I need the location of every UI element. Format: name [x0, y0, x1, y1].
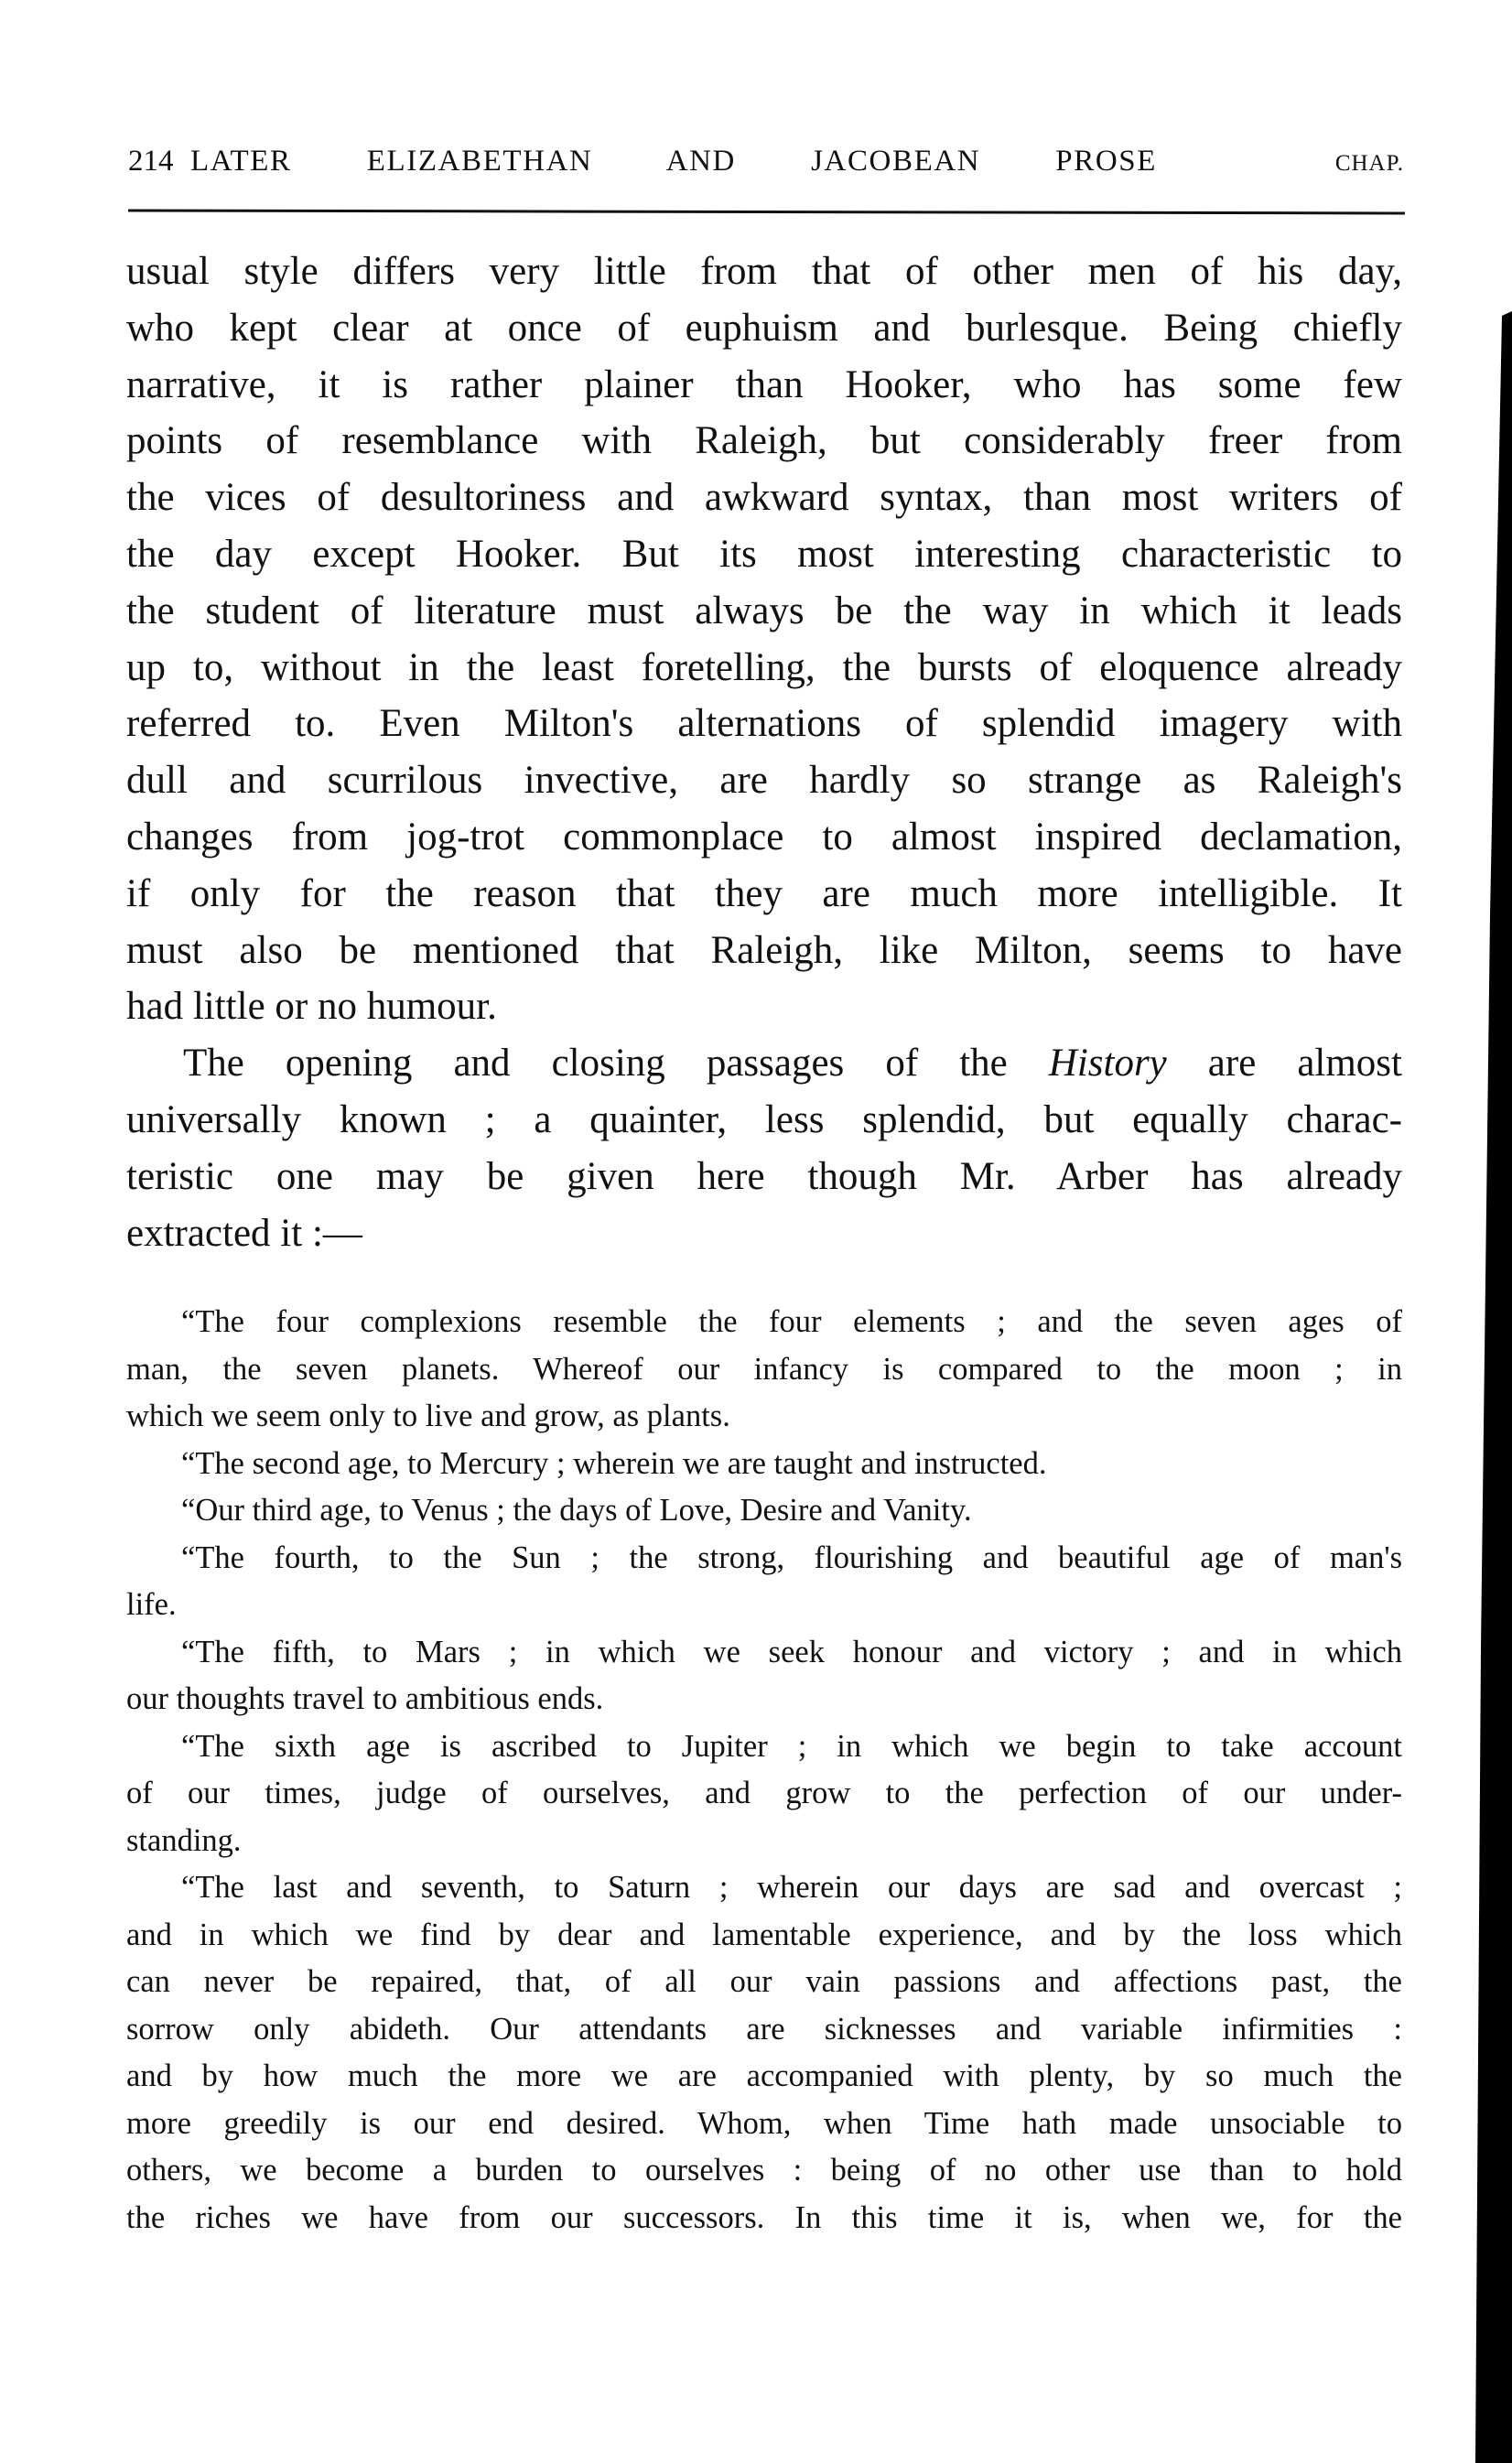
quotation-paragraph	[126, 1723, 1402, 1865]
quotation-line: and in which we find by dear and lamentable experience, and by the loss which	[126, 1917, 1402, 1952]
text-line	[126, 1035, 1402, 1092]
quotation-line: “The second age, to Mercury ; wherein we are taught and instructed.	[181, 1445, 1047, 1481]
quotation-paragraph	[126, 1864, 1402, 2242]
quotation-line: life.	[126, 1587, 177, 1622]
quotation-line: and by how much the more we are accompanied with plenty, by so much the	[126, 2058, 1402, 2093]
chapter-label: CHAP.	[1334, 151, 1404, 176]
running-head	[126, 143, 1404, 179]
quotation-line: “The last and seventh, to Saturn ; wherein our days are sad and overcast ;	[181, 1870, 1402, 1905]
text-line: points of resemblance with Raleigh, but considerably freer from	[126, 419, 1402, 463]
quotation-line: our thoughts travel to ambitious ends.	[126, 1681, 604, 1716]
quotation-line: sorrow only abideth. Our attendants are sicknesses and variable infirmities :	[126, 2011, 1402, 2047]
text-line: up to, without in the least foretelling, the bursts of eloquence already	[126, 645, 1402, 689]
quotation-line: can never be repaired, that, of all our vain passions and affections past, the	[126, 1964, 1402, 1999]
body-text	[126, 243, 1402, 1261]
paragraph	[126, 1035, 1402, 1261]
text-line: who kept clear at once of euphuism and burlesque. Being chiefly	[126, 306, 1402, 350]
running-title: LATER ELIZABETHAN AND JACOBEAN PROSE	[190, 145, 1157, 178]
quotation-line: man, the seven planets. Whereof our infancy is compared to the moon ; in	[126, 1351, 1402, 1387]
quotation-line: others, we become a burden to ourselves : being of no other use than to hold	[126, 2153, 1402, 2188]
text-line: the vices of desultoriness and awkward syntax, than most writers of	[126, 476, 1402, 520]
text-line: must also be mentioned that Raleigh, like Milton, seems to have	[126, 928, 1402, 972]
page-edge-shadow	[1475, 311, 1512, 2463]
quotation-paragraph	[126, 1535, 1402, 1629]
quotation-paragraph	[126, 1487, 1402, 1535]
header-rule	[128, 210, 1405, 215]
quotation-line: “The sixth age is ascribed to Jupiter ; in which we begin to take account	[181, 1728, 1402, 1764]
text-run: are almost	[1166, 1042, 1402, 1086]
quotation-paragraph	[126, 1441, 1402, 1488]
quotation-line: more greedily is our end desired. Whom, when Time hath made unsociable to	[126, 2105, 1402, 2141]
block-quotation	[126, 1299, 1402, 2242]
quotation-line: “The fifth, to Mars ; in which we seek honour and victory ; and in which	[181, 1634, 1402, 1669]
page-number: 214	[128, 145, 174, 178]
paragraph	[126, 243, 1402, 1035]
text-line: dull and scurrilous invective, are hardly so strange as Raleigh's	[126, 759, 1402, 803]
quotation-line: which we seem only to live and grow, as plants.	[126, 1399, 730, 1433]
quotation-line: “The four complexions resemble the four elements ; and the seven ages of	[181, 1304, 1402, 1339]
text-line: usual style differs very little from that of other men of his day,	[126, 250, 1402, 293]
text-line: had little or no humour.	[126, 985, 497, 1029]
text-line: universally known ; a quainter, less splendid, but equally charac-	[126, 1097, 1402, 1141]
text-line: narrative, it is rather plainer than Hooker, who has some few	[126, 362, 1402, 406]
quotation-line: of our times, judge of ourselves, and grow to the perfection of our under-	[126, 1776, 1402, 1810]
text-line: changes from jog-trot commonplace to almost inspired declamation,	[126, 815, 1402, 859]
quotation-paragraph	[126, 1629, 1402, 1723]
quotation-line: “The fourth, to the Sun ; the strong, flourishing and beautiful age of man's	[181, 1539, 1402, 1575]
quotation-line: standing.	[126, 1822, 242, 1858]
quotation-paragraph	[126, 1299, 1402, 1441]
quotation-line: the riches we have from our successors. In this time it is, when we, for the	[126, 2199, 1402, 2235]
quotation-line: “Our third age, to Venus ; the days of Love, Desire and Vanity.	[181, 1493, 972, 1528]
text-line: the student of literature must always be the way in which it leads	[126, 589, 1402, 632]
text-line: if only for the reason that they are much more intelligible. It	[126, 871, 1402, 915]
text-line: extracted it :—	[126, 1211, 362, 1255]
italic-title: History	[1048, 1042, 1167, 1086]
text-run: The opening and closing passages of the	[183, 1042, 1049, 1086]
text-line: referred to. Even Milton's alternations of splendid imagery with	[126, 702, 1402, 746]
text-line: the day except Hooker. But its most interesting characteristic to	[126, 532, 1402, 576]
text-line: teristic one may be given here though Mr. Arber has already	[126, 1154, 1402, 1198]
